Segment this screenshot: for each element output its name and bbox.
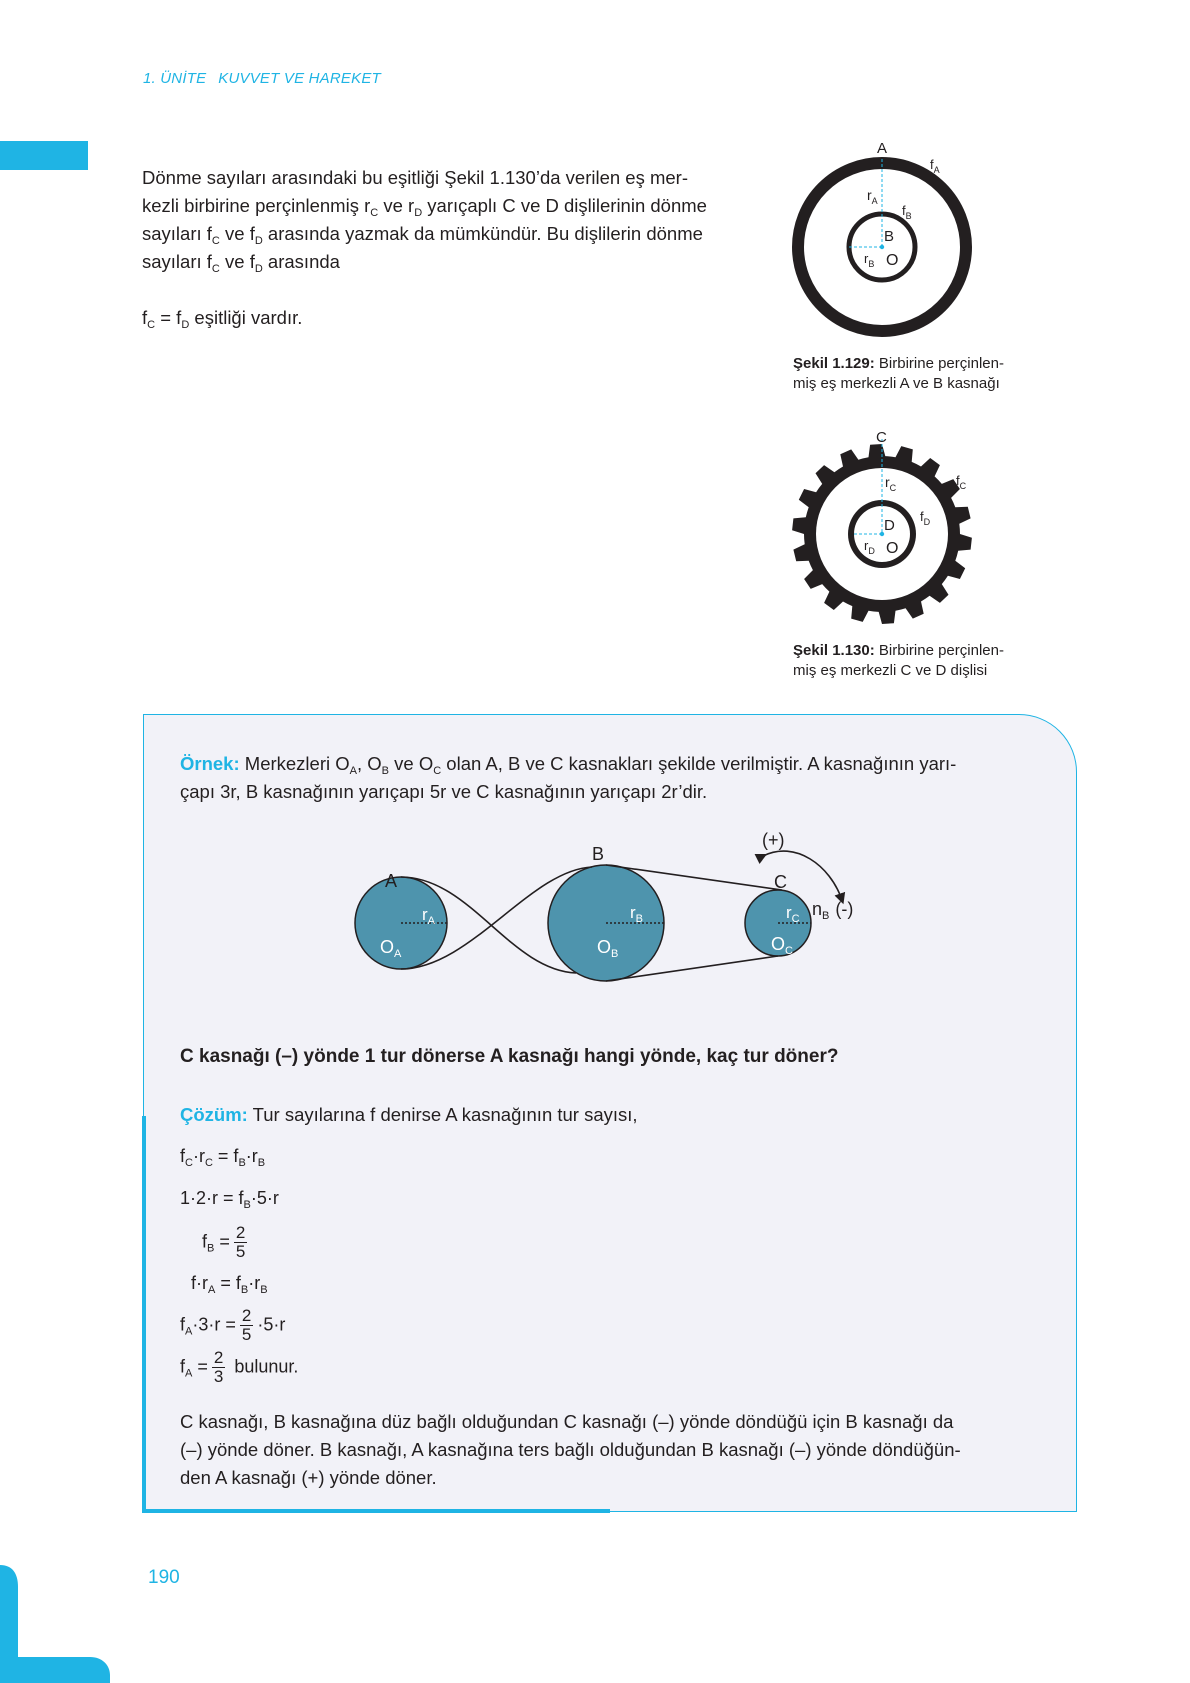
example-label: Örnek: <box>180 753 240 774</box>
svg-text:OA: $O_A$ <box>380 937 402 960</box>
svg-text:B: B <box>884 228 895 245</box>
equation-4: $f\cdot r_A = f_B\cdot r_B$ <box>191 1273 268 1296</box>
equation-5: $f_A\cdot 3\cdot r$ = $\frac{2}{5}$ ·5·r <box>180 1306 286 1344</box>
svg-text:A: A <box>385 871 398 891</box>
side-tab-marker <box>0 141 88 170</box>
svg-text:OC: $O_C$ <box>771 934 793 957</box>
svg-text:rA: $r_A$ <box>422 905 436 927</box>
intro-line-2: kezli birbirine perçinlenmiş $r_C$ ve $r_D$ yarıçaplı C ve D dişlilerinin dönme <box>142 195 707 219</box>
svg-text:D: D <box>884 517 895 534</box>
unit-title: KUVVET VE HAREKET <box>218 70 381 87</box>
unit-number: 1. ÜNİTE <box>143 70 207 87</box>
svg-text:O: O <box>886 540 899 557</box>
intro-equation: $f_C = f_D$ eşitliği vardır. <box>142 307 303 331</box>
svg-text:fB: $f_B$ <box>902 203 912 221</box>
intro-line-1: Dönme sayıları arasındaki bu eşitliği Şekil 1.130’da verilen eş mer- <box>142 167 689 188</box>
svg-text:rD: $r_D$ <box>864 538 875 556</box>
example-accent-left <box>142 1116 146 1513</box>
svg-text:fA: $f_A$ <box>930 157 940 175</box>
intro-paragraph <box>142 164 762 332</box>
svg-text:fD: $f_D$ <box>920 509 931 527</box>
conclusion-paragraph: C kasnağı, B kasnağına düz bağlı olduğundan C kasnağı (–) yönde döndüğü için B kasnağı da (–) yönde döner. B kasnağı, A kasnağına ters bağlı olduğundan B kasnağı (–) yönde döndüğün- den A kasnağı (+) yönde döner. <box>180 1411 961 1488</box>
svg-text:rB: $r_B$ <box>864 251 875 269</box>
equation-2: $1\cdot 2\cdot r = f_B\cdot 5\cdot r$ <box>180 1188 279 1211</box>
intro-line-4: sayıları $f_C$ ve $f_D$ arasında <box>142 251 340 275</box>
svg-text:C: C <box>774 872 787 892</box>
svg-text:rA: $r_A$ <box>867 187 878 206</box>
figure-1-130-caption: Şekil 1.130: Birbirine perçinlen- miş eş merkezli C ve D dişlisi <box>793 642 1004 679</box>
svg-text:O: O <box>886 252 899 269</box>
label-a: A <box>877 140 888 157</box>
svg-text:rB: $r_B$ <box>630 903 644 925</box>
figure-1-130 <box>780 425 1010 630</box>
solution-heading: Çözüm: Tur sayılarına f denirse A kasnağının tur sayısı, <box>180 1104 638 1125</box>
svg-text:nB(-): $n_B$ (-) <box>812 899 854 922</box>
solution-label: Çözüm: <box>180 1104 248 1125</box>
svg-text:(+): (+) <box>762 830 785 850</box>
svg-text:C: C <box>876 429 887 446</box>
intro-line-3: sayıları $f_C$ ve $f_D$ arasında yazmak da mümkündür. Bu dişlilerin dönme <box>142 223 703 247</box>
example-statement: Örnek: Merkezleri $O_A$, $O_B$ ve $O_C$ olan A, B ve C kasnakları şekilde verilmiştir. A kasnağının yarı- çapı 3r, B kasnağının yarıçapı 5r ve C kasnağının yarıçapı 2r’dir. <box>180 753 957 802</box>
svg-text:OB: $O_B$ <box>597 937 619 960</box>
figure-1-129 <box>780 135 1010 350</box>
svg-text:rC: $r_C$ <box>885 474 897 493</box>
svg-text:B: B <box>592 844 605 864</box>
question-text: C kasnağı (–) yönde 1 tur dönerse A kasnağı hangi yönde, kaç tur döner? <box>180 1046 839 1067</box>
svg-text:rC: $r_C$ <box>786 903 800 925</box>
svg-text:fC: $f_C$ <box>956 473 967 491</box>
pulley-diagram <box>330 820 890 1020</box>
running-header <box>143 70 381 87</box>
page-number: 190 <box>148 1567 180 1588</box>
example-accent-bottom <box>142 1509 610 1513</box>
equation-6: $f_A$ = $\frac{2}{3}$ bulunur. <box>180 1348 299 1386</box>
equation-1: $f_C\cdot r_C = f_B\cdot r_B$ <box>180 1146 266 1169</box>
figure-1-129-caption: Şekil 1.129: Birbirine perçinlen- miş eş merkezli A ve B kasnağı <box>793 355 1004 392</box>
corner-decoration <box>0 1565 110 1683</box>
equation-3: $f_B$ = $\frac{2}{5}$ <box>202 1223 246 1261</box>
